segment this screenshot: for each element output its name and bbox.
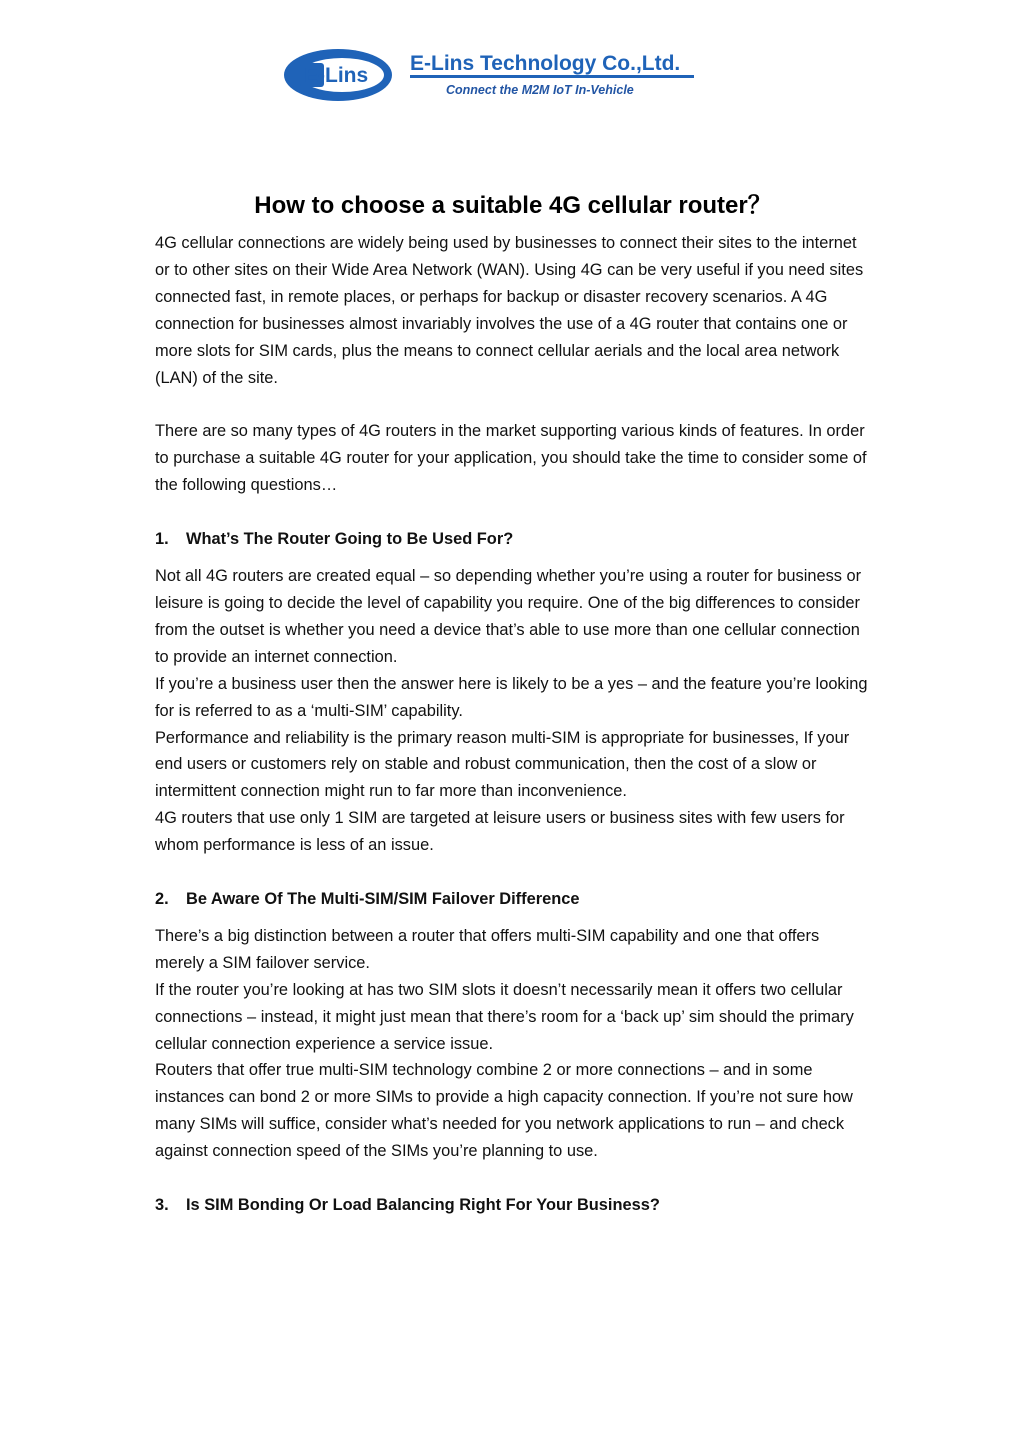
section-1-title: What’s The Router Going to Be Used For? — [186, 530, 514, 549]
section-2-paragraph-3: Routers that offer true multi-SIM technology combine 2 or more connections – and in some instances can bond 2 or more SIMs to provide a high capacity connection. If you’re not sure how many SIMs will suffice, consider what’s needed for you network applications to run – and check against connection speed of the SIMs you’re planning to use. — [155, 1061, 853, 1161]
intro-paragraph-1: 4G cellular connections are widely being used by businesses to connect their sites to the internet or to other sites on their Wide Area Network (WAN). Using 4G can be very useful if you need sites connected fast, in remote places, or perhaps for backup or disaster recovery scenarios. A 4G connection for businesses almost invariably involves the use of a 4G router that contains one or more slots for SIM cards, plus the means to connect cellular aerials and the local area network (LAN) of the site. — [155, 234, 864, 387]
company-name: E-Lins Technology Co.,Ltd. — [410, 52, 681, 75]
section-2-heading — [155, 886, 871, 913]
section-2-paragraph-2: If the router you’re looking at has two SIM slots it doesn’t necessarily mean it offers two cellular connections – instead, it might just mean that there’s room for a ‘back up’ sim should the primary cellular connection experience a service issue. — [155, 980, 854, 1053]
section-2-paragraph-1: There’s a big distinction between a router that offers multi-SIM capability and one that offers merely a SIM failover service. — [155, 926, 820, 972]
document-body — [155, 188, 871, 1219]
section-3-title: Is SIM Bonding Or Load Balancing Right For Your Business? — [186, 1196, 660, 1215]
section-1-heading — [155, 526, 871, 553]
section-1-number: 1. — [155, 530, 169, 549]
section-1-paragraph-1: Not all 4G routers are created equal – so depending whether you’re using a router for business or leisure is going to decide the level of capability you require. One of the big differences to consider from the outset is whether you need a device that’s able to use more than one cellular connection to provide an internet connection. — [155, 567, 862, 666]
section-1-paragraph-2: If you’re a business user then the answer here is likely to be a yes – and the feature you’re looking for is referred to as a ‘multi-SIM’ capability. — [155, 674, 868, 720]
section-3-heading — [155, 1192, 871, 1219]
logo-graphic — [282, 42, 702, 106]
section-2-title: Be Aware Of The Multi-SIM/SIM Failover Difference — [186, 890, 580, 909]
intro-paragraph-2: There are so many types of 4G routers in the market supporting various kinds of features. In order to purchase a suitable 4G router for your application, you should take the time to consider some of the following questions… — [155, 422, 867, 495]
logo-mark-text: E-Lins — [304, 64, 369, 87]
document-title: How to choose a suitable 4G cellular router？ — [254, 192, 772, 219]
company-tagline: Connect the M2M IoT In-Vehicle — [446, 83, 634, 97]
logo-rule — [410, 75, 694, 78]
section-2-number: 2. — [155, 890, 169, 909]
section-1-paragraph-4: 4G routers that use only 1 SIM are targeted at leisure users or business sites with few users for whom performance is less of an issue. — [155, 809, 845, 855]
company-logo — [282, 42, 702, 106]
section-3-number: 3. — [155, 1196, 169, 1215]
section-1-paragraph-3: Performance and reliability is the primary reason multi-SIM is appropriate for businesses, If your end users or customers rely on stable and robust communication, then the cost of a slow or intermittent connection might run to far more than inconvenience. — [155, 728, 850, 801]
